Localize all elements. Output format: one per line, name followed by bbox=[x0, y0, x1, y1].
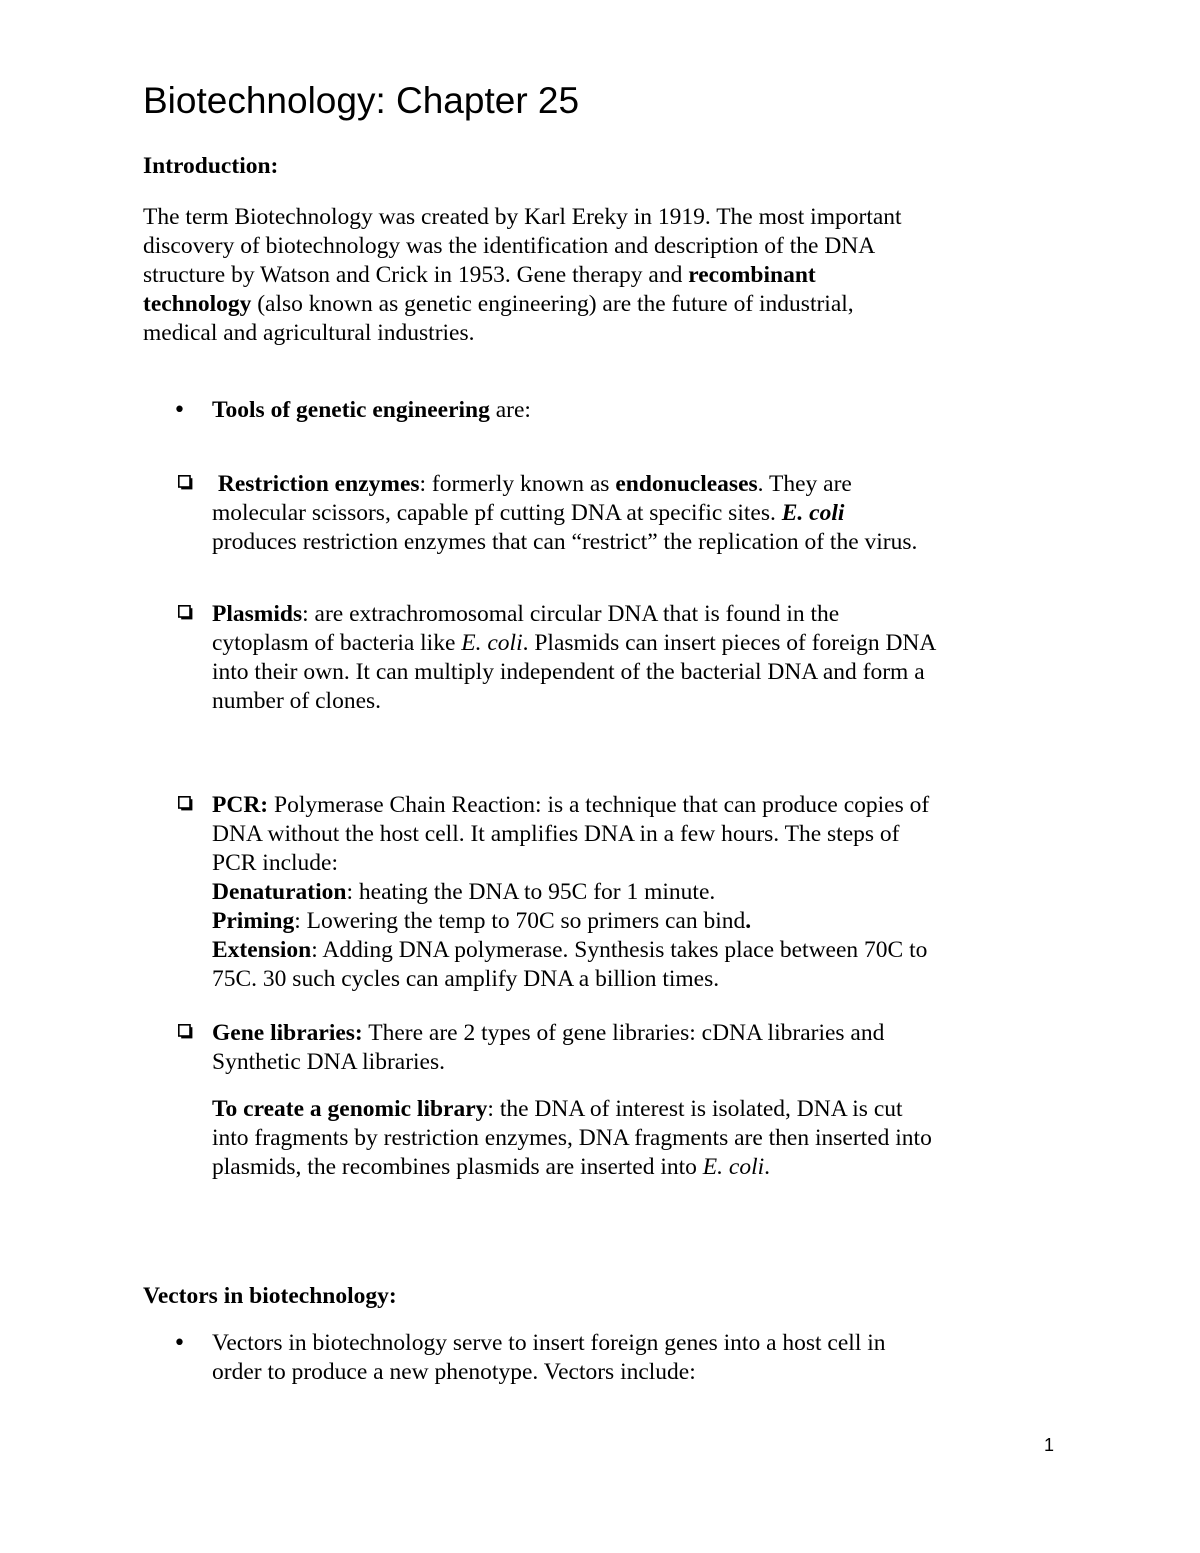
restriction-line bbox=[212, 499, 917, 528]
genomic-text: . bbox=[764, 1154, 770, 1180]
genomic-line bbox=[212, 1095, 932, 1124]
bullet-icon: • bbox=[173, 1331, 186, 1356]
pcr-line: 75C. 30 such cycles can amplify DNA a billion times. bbox=[212, 966, 720, 992]
checkbox-square-icon bbox=[178, 1024, 194, 1040]
pcr-step-denaturation bbox=[212, 878, 929, 907]
genomic-library-term: To create a genomic library bbox=[212, 1096, 488, 1122]
genomic-text: : the DNA of interest is isolated, DNA is cut bbox=[487, 1096, 903, 1122]
plasmids-line: number of clones. bbox=[212, 688, 382, 714]
pcr-line: DNA without the host cell. It amplifies DNA in a few hours. The steps of bbox=[212, 821, 900, 847]
priming-term: Priming bbox=[212, 908, 295, 934]
intro-paragraph bbox=[143, 203, 902, 348]
endonucleases-term: endonucleases bbox=[615, 471, 758, 497]
intro-line-text: (also known as genetic engineering) are the future of industrial, bbox=[251, 291, 854, 317]
pcr-step-extension bbox=[212, 936, 929, 965]
checkbox-square-icon bbox=[178, 605, 194, 621]
tools-text: are: bbox=[489, 397, 531, 423]
technology-term: technology bbox=[143, 291, 252, 317]
intro-line: discovery of biotechnology was the identification and description of the DNA bbox=[143, 233, 876, 259]
vectors-line: Vectors in biotechnology serve to insert foreign genes into a host cell in bbox=[212, 1330, 886, 1356]
plasmids-term: Plasmids bbox=[212, 601, 303, 627]
restriction-line bbox=[212, 470, 917, 499]
tools-item bbox=[212, 396, 531, 425]
plasmids-line bbox=[212, 629, 936, 658]
pcr-text: : heating the DNA to 95C for 1 minute. bbox=[346, 879, 716, 905]
pcr-text: : Adding DNA polymerase. Synthesis takes place between 70C to bbox=[311, 937, 928, 963]
vectors-item bbox=[212, 1329, 886, 1387]
libraries-line: Synthetic DNA libraries. bbox=[212, 1049, 446, 1075]
checkbox-square-icon bbox=[178, 796, 194, 812]
plasmids-line: into their own. It can multiply independent of the bacterial DNA and form a bbox=[212, 659, 925, 685]
pcr-line: PCR include: bbox=[212, 850, 338, 876]
checkbox-square-icon bbox=[178, 475, 194, 491]
page-number: 1 bbox=[1044, 1435, 1055, 1455]
plasmids-text: . Plasmids can insert pieces of foreign DNA bbox=[522, 630, 937, 656]
vectors-heading: Vectors in biotechnology: bbox=[143, 1283, 397, 1309]
restriction-line: produces restriction enzymes that can “restrict” the replication of the virus. bbox=[212, 529, 918, 555]
ecoli-term: E. coli bbox=[461, 630, 523, 656]
genomic-text: plasmids, the recombines plasmids are inserted into bbox=[212, 1154, 703, 1180]
intro-line bbox=[143, 290, 902, 319]
gene-libraries-term: Gene libraries: bbox=[212, 1020, 363, 1046]
intro-heading: Introduction: bbox=[143, 153, 279, 179]
tools-term: Tools of genetic engineering bbox=[212, 397, 490, 423]
ecoli-term: E. coli bbox=[702, 1154, 765, 1180]
restriction-text: molecular scissors, capable pf cutting DNA at specific sites. bbox=[212, 500, 782, 526]
plasmids-text: : are extrachromosomal circular DNA that is found in the bbox=[302, 601, 840, 627]
pcr-text: . bbox=[745, 908, 752, 934]
pcr-text: Polymerase Chain Reaction: is a technique that can produce copies of bbox=[268, 792, 930, 818]
genomic-line bbox=[212, 1153, 932, 1182]
recombinant-term: recombinant bbox=[688, 262, 816, 288]
restriction-text: . They are bbox=[757, 471, 852, 497]
bullet-icon: • bbox=[173, 398, 186, 423]
genomic-line: into fragments by restriction enzymes, DNA fragments are then inserted into bbox=[212, 1125, 932, 1151]
gene-libraries-item bbox=[212, 1019, 884, 1077]
genomic-library-paragraph bbox=[212, 1095, 932, 1182]
libraries-text: There are 2 types of gene libraries: cDNA libraries and bbox=[362, 1020, 885, 1046]
ecoli-term: E. coli bbox=[781, 500, 845, 526]
restriction-text: : formerly known as bbox=[419, 471, 616, 497]
libraries-line bbox=[212, 1019, 884, 1048]
vectors-line: order to produce a new phenotype. Vectors include: bbox=[212, 1359, 696, 1385]
pcr-text: : Lowering the temp to 70C so primers can bind bbox=[294, 908, 746, 934]
intro-line: The term Biotechnology was created by Karl Ereky in 1919. The most important bbox=[143, 204, 902, 230]
plasmids-item bbox=[212, 600, 936, 716]
denaturation-term: Denaturation bbox=[212, 879, 347, 905]
pcr-term: PCR: bbox=[212, 792, 269, 818]
pcr-step-priming bbox=[212, 907, 929, 936]
extension-term: Extension bbox=[212, 937, 312, 963]
plasmids-line bbox=[212, 600, 936, 629]
intro-line-text: structure by Watson and Crick in 1953. Gene therapy and bbox=[143, 262, 689, 288]
restriction-enzymes-item bbox=[212, 470, 917, 557]
document-title: Biotechnology: Chapter 25 bbox=[143, 80, 580, 121]
intro-line: medical and agricultural industries. bbox=[143, 320, 475, 346]
pcr-line bbox=[212, 791, 929, 820]
restriction-term: Restriction enzymes bbox=[217, 471, 420, 497]
plasmids-text: cytoplasm of bacteria like bbox=[212, 630, 462, 656]
intro-line bbox=[143, 261, 902, 290]
pcr-item bbox=[212, 791, 929, 994]
